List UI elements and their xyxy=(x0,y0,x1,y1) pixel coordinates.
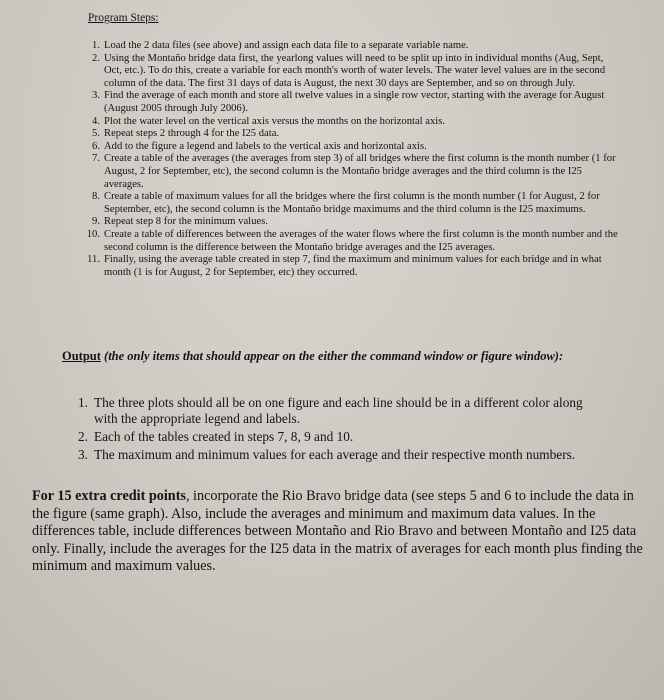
step-text: Plot the water level on the vertical axis versus the months on the horizontal axis. xyxy=(104,115,445,127)
step-text: Repeat step 8 for the minimum values. xyxy=(104,216,268,228)
output-text: The maximum and minimum values for each average and their respective month numbers. xyxy=(94,447,576,462)
list-item xyxy=(78,90,618,115)
step-number: 6. xyxy=(92,140,100,152)
step-number: 5. xyxy=(92,128,100,140)
step-text: Create a table of differences between the averages of the water flows where the first column is the month number and the second column is the difference between the Montaño bridge averages and the I25 averages. xyxy=(104,228,618,253)
output-number: 3. xyxy=(78,447,88,462)
list-item xyxy=(78,116,618,129)
step-number: 1. xyxy=(92,40,100,51)
step-number: 7. xyxy=(92,153,100,165)
step-text: Using the Montaño bridge data first, the yearlong values will need to be split up into in individual months (Aug, Sept, Oct, etc.). To do this, create a variable for each month's worth of water levels. The water level values are in the second column of the data. The first 31 days of data is August, the next 30 days are September, and so on through July. xyxy=(104,52,606,89)
extra-credit-text: , incorporate the Rio Bravo bridge data (see steps 5 and 6 to include the data in the figure (same graph). Also, include the averages and minimum and maximum data values. In the differences table, include differences between Montaño and Rio Bravo and between Montaño and I25 data only. Finally, include the averages for the I25 data in the matrix of averages for each month plus finding the minimum and maximum values. xyxy=(32,488,643,575)
step-text: Load the 2 data files (see above) and assign each data file to a separate variable name. xyxy=(104,40,469,51)
list-item xyxy=(78,153,618,191)
output-number: 2. xyxy=(78,429,88,444)
list-item xyxy=(78,216,618,229)
step-text: Create a table of maximum values for all the bridges where the first column is the month number (1 for August, 2 for September, etc), the second column is the Montaño bridge maximums and the third column is the I25 maximums. xyxy=(104,191,600,215)
step-number: 11. xyxy=(87,254,100,266)
list-item xyxy=(78,141,618,154)
output-list xyxy=(72,395,592,465)
list-item xyxy=(78,128,618,141)
output-text: The three plots should all be on one figure and each line should be in a different color along with the appropriate legend and labels. xyxy=(94,395,583,426)
list-item xyxy=(78,229,618,254)
list-item xyxy=(72,447,592,463)
output-qualifier: (the only items that should appear on the either the command window or figure window): xyxy=(104,349,564,363)
list-item xyxy=(72,395,592,427)
program-steps-list xyxy=(78,40,618,279)
step-text: Repeat steps 2 through 4 for the I25 data. xyxy=(104,128,280,140)
step-number: 9. xyxy=(92,216,100,228)
list-item xyxy=(78,53,618,91)
step-number: 2. xyxy=(92,52,100,64)
step-text: Finally, using the average table created in step 7, find the maximum and minimum values for each bridge and in what month (1 is for August, 2 for September, etc) they occurred. xyxy=(104,254,602,278)
extra-credit-paragraph xyxy=(32,488,644,576)
step-number: 8. xyxy=(92,191,100,203)
list-item xyxy=(78,254,618,279)
output-heading xyxy=(62,349,582,364)
output-label: Output xyxy=(62,349,101,363)
step-number: 3. xyxy=(92,90,100,102)
step-number: 10. xyxy=(86,228,100,240)
step-text: Add to the figure a legend and labels to the vertical axis and horizontal axis. xyxy=(104,140,427,152)
step-text: Create a table of the averages (the averages from step 3) of all bridges where the first column is the month number (1 for August, 2 for September, etc), the second column is the Montaño bridge averages and the third column is the I25 averages. xyxy=(104,153,616,190)
step-text: Find the average of each month and store all twelve values in a single row vector, starting with the average for August (August 2005 through July 2006). xyxy=(104,90,605,114)
output-number: 1. xyxy=(78,395,88,410)
list-item xyxy=(78,40,618,53)
list-item xyxy=(72,429,592,445)
list-item xyxy=(78,191,618,216)
extra-credit-lead: For 15 extra credit points xyxy=(32,488,186,504)
output-text: Each of the tables created in steps 7, 8, 9 and 10. xyxy=(94,429,354,444)
step-number: 4. xyxy=(92,115,100,127)
program-steps-heading: Program Steps: xyxy=(88,12,159,24)
